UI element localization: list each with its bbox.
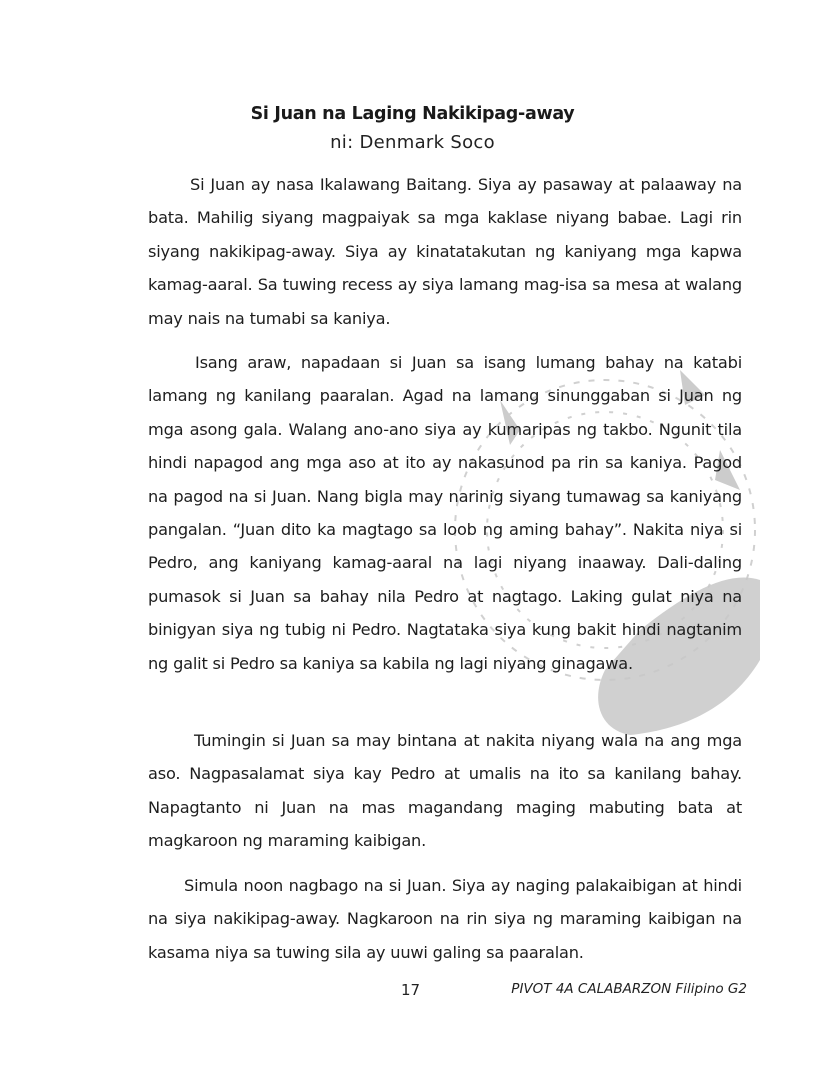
page-number: 17	[401, 981, 421, 999]
story-title: Si Juan na Laging Nakikipag-away	[250, 104, 575, 124]
story-paragraph: Simula noon nagbago na si Juan. Siya ay naging palakaibigan at hindi na siya nakikipag-away. Nagkaroon na rin siya ng maraming kaibigan na kasama niya sa tuwing sila ay uuwi galing sa paaralan.	[148, 876, 742, 962]
story-author: ni: Denmark Soco	[330, 132, 495, 153]
story-paragraph: Isang araw, napadaan si Juan sa isang lumang bahay na katabi lamang ng kanilang paaralan. Agad na lamang sinunggaban si Juan ng mga asong gala. Walang ano-ano siya ay kumaripas ng takbo. Ngunit tila hindi napagod ang mga aso at ito ay nakasunod pa rin sa kaniya. Pagod na pagod na si Juan. Nang bigla may narinig siyang tumawag sa kaniyang pangalan. “Juan dito ka magtago sa loob ng aming bahay”. Nakita niya si Pedro, ang kaniyang kamag-aaral na lagi niyang inaaway. Dali-daling pumasok si Juan sa bahay nila Pedro at nagtago. Laking gulat niya na binigyan siya ng tubig ni Pedro. Nagtataka siya kung bakit hindi nagtanim ng galit si Pedro sa kaniya sa kabila ng lagi niyang ginagawa.	[148, 353, 742, 673]
story-paragraph: Tumingin si Juan sa may bintana at nakita niyang wala na ang mga aso. Nagpasalamat siya kay Pedro at umalis na ito sa kanilang bahay. Napagtanto ni Juan na mas magandang maging mabuting bata at magkaroon ng maraming kaibigan.	[148, 731, 742, 851]
story-paragraph: Si Juan ay nasa Ikalawang Baitang. Siya ay pasaway at palaaway na bata. Mahilig siyang magpaiyak sa mga kaklase niyang babae. Lagi rin siyang nakikipag-away. Siya ay kinatatakutan ng kaniyang mga kapwa kamag-aaral. Sa tuwing recess ay siya lamang mag-isa sa mesa at walang may nais na tumabi sa kaniya.	[148, 175, 742, 328]
footer-label: PIVOT 4A CALABARZON Filipino G2	[511, 981, 747, 997]
